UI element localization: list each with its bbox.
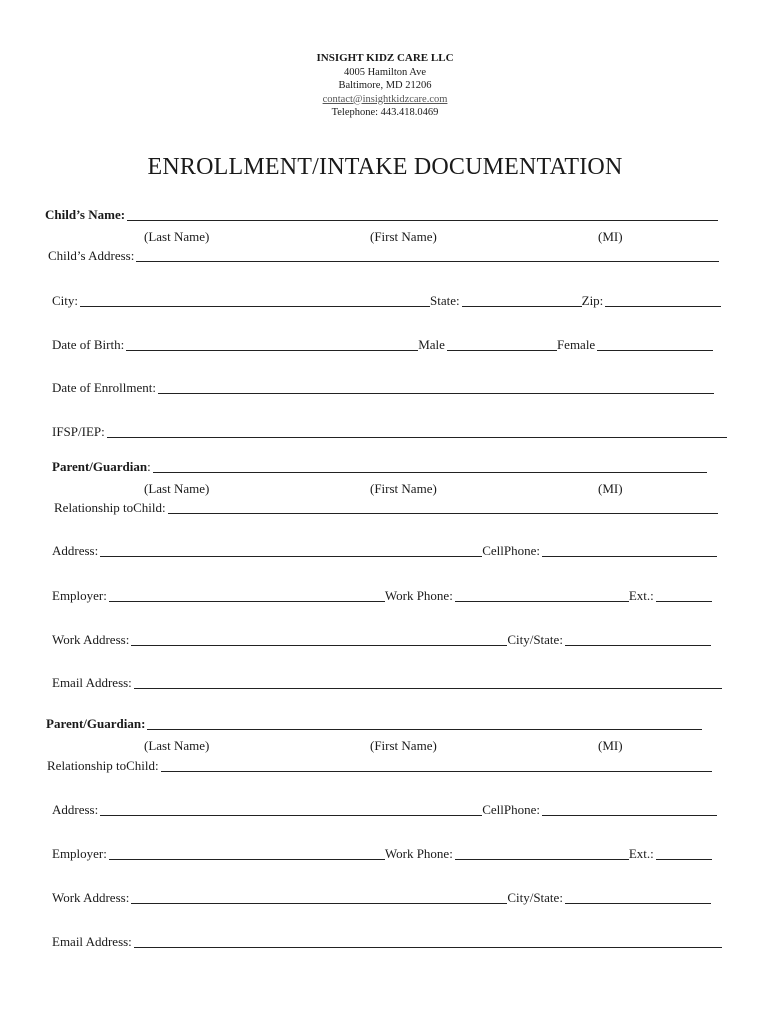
child-female-label: Female <box>556 337 596 352</box>
guardian2-heading: Parent/Guardian: <box>46 716 146 731</box>
guardian1-relationship-field[interactable] <box>168 500 718 514</box>
guardian1-work-address-label: Work Address: <box>52 632 130 647</box>
guardian2-relationship-field[interactable] <box>161 758 712 772</box>
child-city-field[interactable] <box>80 293 430 307</box>
guardian2-email-field[interactable] <box>134 934 722 948</box>
ifsp-iep-field[interactable] <box>107 424 727 438</box>
child-city-row <box>52 292 721 308</box>
guardian2-cell-label: CellPhone: <box>482 802 540 817</box>
guardian2-employer-field[interactable] <box>109 846 385 860</box>
guardian2-name-field[interactable] <box>147 716 702 730</box>
guardian2-address-row <box>52 801 717 817</box>
guardian2-name-row <box>46 715 702 731</box>
guardian1-address-field[interactable] <box>100 543 482 557</box>
organization-header <box>0 52 770 120</box>
guardian2-mi-caption: (MI) <box>598 738 623 753</box>
guardian1-name-field[interactable] <box>153 459 707 473</box>
guardian1-city-state-field[interactable] <box>565 632 711 646</box>
guardian1-heading: Parent/Guardian <box>52 459 148 474</box>
child-address-row <box>48 247 719 263</box>
guardian1-city-state-label: City/State: <box>507 632 563 647</box>
child-name-field[interactable] <box>127 207 718 221</box>
organization-email-link[interactable]: contact@insightkidzcare.com <box>322 93 448 105</box>
guardian1-address-label: Address: <box>52 543 99 558</box>
child-name-label: Child’s Name: <box>45 207 126 222</box>
guardian1-email-row <box>52 674 722 690</box>
guardian2-work-phone-label: Work Phone: <box>384 846 453 861</box>
guardian1-email-label: Email Address: <box>52 675 132 690</box>
guardian2-relationship-row <box>47 757 712 773</box>
child-state-label: State: <box>430 293 460 308</box>
guardian2-address-label: Address: <box>52 802 99 817</box>
guardian1-ext-field[interactable] <box>656 588 712 602</box>
document-title: ENROLLMENT/INTAKE DOCUMENTATION <box>147 154 623 180</box>
child-address-field[interactable] <box>136 248 719 262</box>
guardian1-cell-label: CellPhone: <box>482 543 540 558</box>
child-state-field[interactable] <box>462 293 582 307</box>
guardian1-name-row <box>52 458 707 474</box>
guardian2-work-address-field[interactable] <box>131 890 507 904</box>
guardian1-address-row <box>52 542 717 558</box>
organization-city: Baltimore, MD 21206 <box>338 80 432 91</box>
guardian1-work-phone-field[interactable] <box>455 588 629 602</box>
organization-telephone: Telephone: 443.418.0469 <box>331 107 439 118</box>
guardian1-first-name-caption: (First Name) <box>370 481 437 496</box>
guardian1-relationship-label: Relationship toChild: <box>54 500 166 515</box>
enrollment-date-label: Date of Enrollment: <box>52 380 156 395</box>
guardian1-email-field[interactable] <box>134 675 722 689</box>
child-address-label: Child’s Address: <box>48 248 135 263</box>
guardian2-work-address-row <box>52 889 711 905</box>
guardian1-cell-field[interactable] <box>542 543 717 557</box>
child-male-label: Male <box>418 337 445 352</box>
organization-street: 4005 Hamilton Ave <box>343 66 427 78</box>
child-dob-label: Date of Birth: <box>52 337 125 352</box>
guardian1-employer-label: Employer: <box>52 588 107 603</box>
child-dob-row <box>52 336 713 352</box>
child-male-field[interactable] <box>447 337 557 351</box>
guardian2-last-name-caption: (Last Name) <box>144 738 210 753</box>
guardian1-employer-row <box>52 587 712 603</box>
guardian1-work-address-row <box>52 631 711 647</box>
enrollment-date-row <box>52 379 714 395</box>
guardian2-city-state-field[interactable] <box>565 890 711 904</box>
ifsp-iep-label: IFSP/IEP: <box>52 424 105 439</box>
guardian1-last-name-caption: (Last Name) <box>144 481 210 496</box>
child-mi-caption: (MI) <box>598 229 623 244</box>
guardian2-ext-field[interactable] <box>656 846 712 860</box>
child-last-name-caption: (Last Name) <box>144 229 210 244</box>
guardian2-email-row <box>52 933 722 949</box>
guardian1-relationship-row <box>54 499 718 515</box>
child-city-label: City: <box>52 293 79 308</box>
guardian2-work-phone-field[interactable] <box>455 846 629 860</box>
ifsp-iep-row <box>52 423 727 439</box>
guardian2-first-name-caption: (First Name) <box>370 738 437 753</box>
guardian1-mi-caption: (MI) <box>598 481 623 496</box>
guardian2-address-field[interactable] <box>100 802 482 816</box>
child-name-row <box>45 206 718 222</box>
child-zip-field[interactable] <box>605 293 721 307</box>
guardian2-city-state-label: City/State: <box>507 890 563 905</box>
guardian2-cell-field[interactable] <box>542 802 717 816</box>
guardian1-work-phone-label: Work Phone: <box>384 588 453 603</box>
guardian2-ext-label: Ext.: <box>628 846 654 861</box>
guardian2-employer-label: Employer: <box>52 846 107 861</box>
child-female-field[interactable] <box>597 337 713 351</box>
child-dob-field[interactable] <box>126 337 418 351</box>
guardian1-employer-field[interactable] <box>109 588 385 602</box>
guardian1-work-address-field[interactable] <box>131 632 507 646</box>
guardian2-employer-row <box>52 845 712 861</box>
guardian2-relationship-label: Relationship toChild: <box>47 758 159 773</box>
guardian1-ext-label: Ext.: <box>628 588 654 603</box>
enrollment-date-field[interactable] <box>158 380 714 394</box>
guardian1-heading-colon: : <box>147 459 151 474</box>
guardian2-email-label: Email Address: <box>52 934 132 949</box>
child-first-name-caption: (First Name) <box>370 229 437 244</box>
guardian2-work-address-label: Work Address: <box>52 890 130 905</box>
child-zip-label: Zip: <box>581 293 604 308</box>
organization-name: INSIGHT KIDZ CARE LLC <box>316 52 454 64</box>
